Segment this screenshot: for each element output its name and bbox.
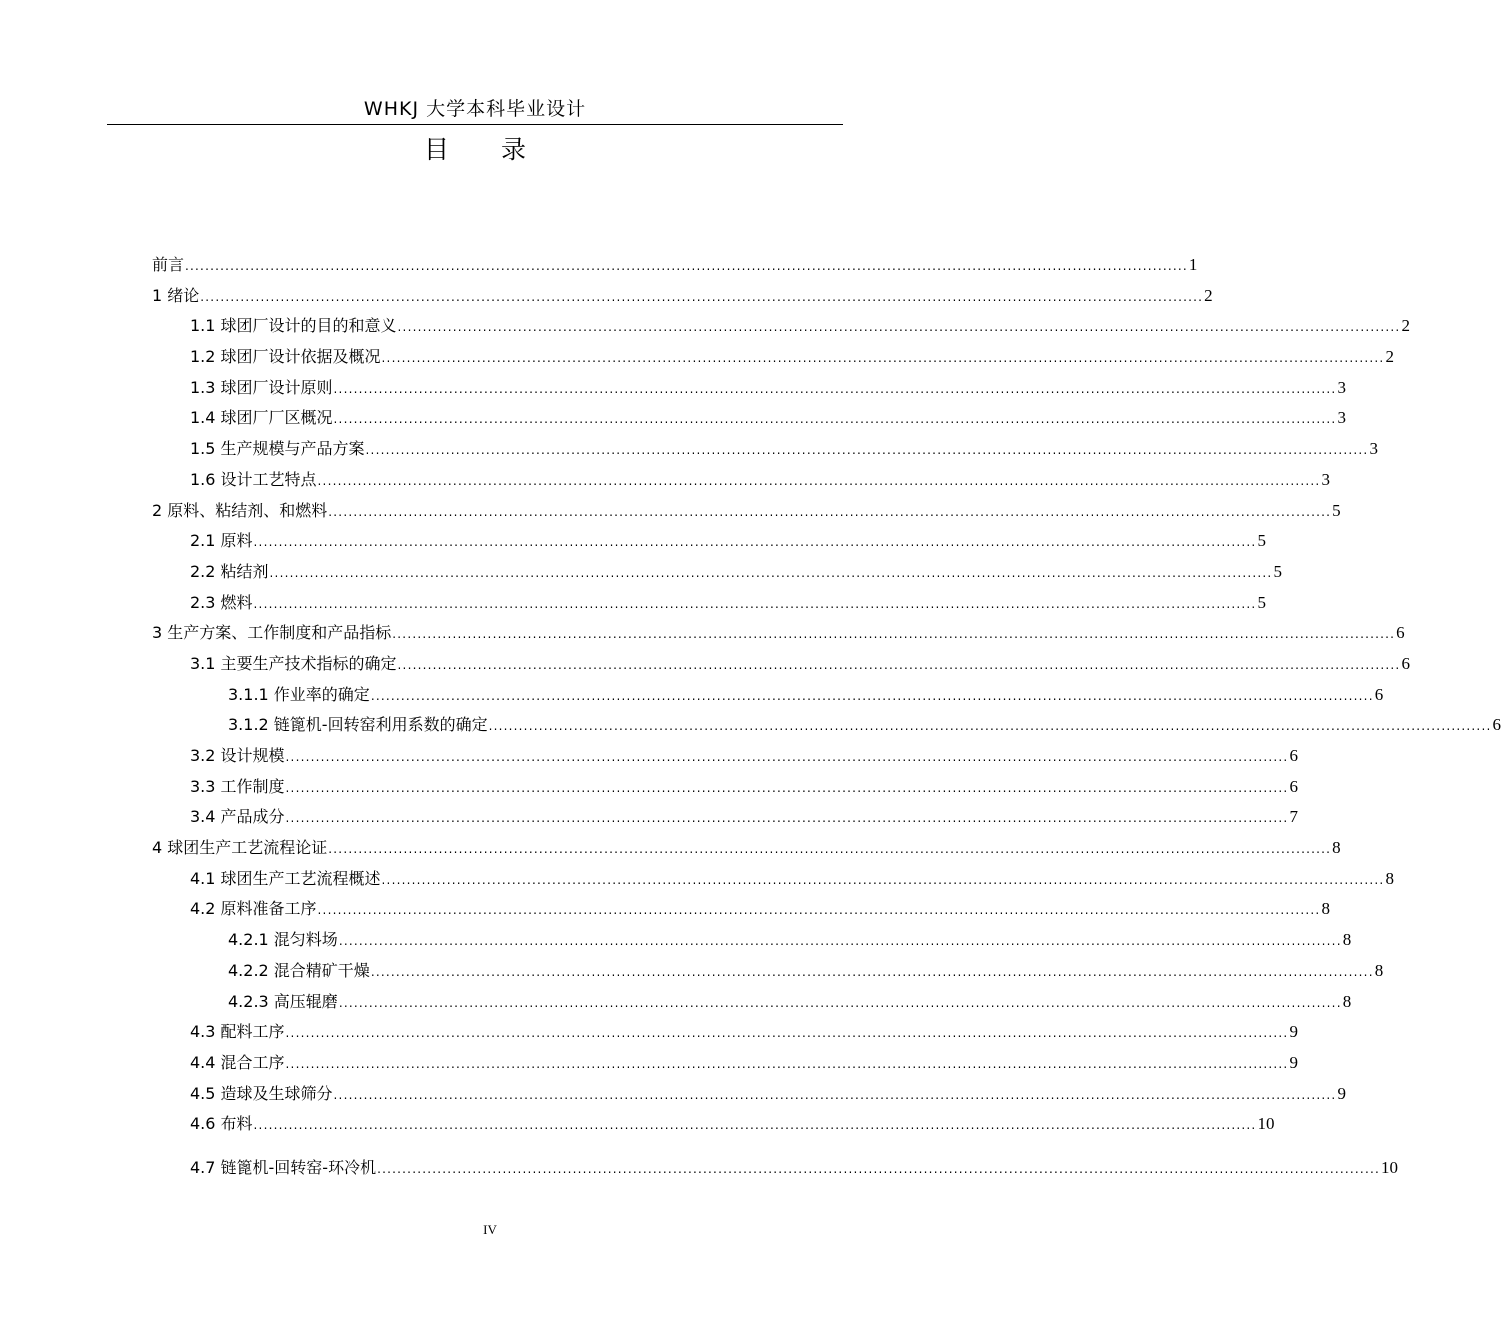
toc-title: 目 录	[424, 135, 548, 164]
dot-leader: ........................................................................................................................................................................................................	[200, 289, 1204, 304]
toc-entry[interactable]	[152, 436, 1378, 467]
dot-leader: ........................................................................................................................................................................................................	[328, 842, 1332, 857]
dot-leader: ........................................................................................................................................................................................................	[285, 750, 1289, 764]
toc-entry-page: 3	[1337, 408, 1346, 428]
toc-entry-page: 6	[1401, 653, 1410, 673]
toc-entry-page: 2	[1385, 347, 1394, 367]
toc-entry-page: 3	[1369, 439, 1378, 459]
dot-leader: ........................................................................................................................................................................................................	[333, 381, 1337, 396]
toc-entry[interactable]	[152, 467, 1330, 498]
toc-entry-label: 2.2 粘结剂	[190, 561, 269, 581]
toc-entry[interactable]	[152, 252, 1198, 283]
dot-leader: ........................................................................................................................................................................................................	[285, 811, 1289, 826]
dot-leader: ........................................................................................................................................................................................................	[328, 504, 1332, 519]
toc-entry-label: 4.5 造球及生球筛分	[190, 1083, 333, 1103]
dot-leader: ........................................................................................................................................................................................................	[333, 412, 1337, 427]
dot-leader: ........................................................................................................................................................................................................	[397, 657, 1401, 672]
toc-entry-page: 8	[1374, 960, 1384, 980]
dot-leader: ........................................................................................................................................................................................................	[370, 688, 1374, 703]
toc-entry-page: 5	[1273, 561, 1282, 581]
toc-entry-label: 1 绪论	[152, 285, 200, 305]
toc-entry[interactable]	[152, 958, 1384, 989]
toc-entry-page: 3	[1321, 469, 1330, 489]
toc-entry[interactable]	[152, 774, 1298, 805]
toc-entry[interactable]	[152, 375, 1346, 406]
toc-entry-label: 2 原料、粘结剂、和燃料	[152, 500, 328, 520]
dot-leader: ........................................................................................................................................................................................................	[365, 443, 1369, 458]
toc-entry-page: 6	[1289, 746, 1298, 765]
toc-entry[interactable]	[152, 1050, 1298, 1081]
toc-entry-page: 2	[1401, 316, 1410, 336]
page-header: WHKJ 大学本科毕业设计	[107, 96, 843, 125]
toc-entry[interactable]	[152, 620, 1405, 651]
toc-entry-page: 3	[1337, 377, 1346, 397]
toc-entry[interactable]	[152, 283, 1213, 314]
dot-leader: ........................................................................................................................................................................................................	[392, 627, 1396, 642]
toc-entry[interactable]	[152, 989, 1352, 1020]
toc-entry-page: 8	[1342, 930, 1352, 950]
toc-entry-label: 4.1 球团生产工艺流程概述	[190, 868, 381, 888]
toc-entry[interactable]	[152, 743, 1298, 774]
table-of-contents	[152, 252, 1501, 1186]
toc-entry-page: 9	[1337, 1083, 1346, 1103]
dot-leader: ........................................................................................................................................................................................................	[185, 259, 1188, 273]
dot-leader: ........................................................................................................................................................................................................	[253, 596, 1257, 611]
dot-leader: ........................................................................................................................................................................................................	[317, 903, 1321, 918]
toc-entry-page: 7	[1289, 807, 1298, 827]
toc-entry-page: 5	[1257, 531, 1266, 551]
toc-entry-label: 2.3 燃料	[190, 592, 253, 612]
dot-leader: ........................................................................................................................................................................................................	[377, 1161, 1380, 1176]
toc-entry[interactable]	[152, 835, 1341, 866]
dot-leader: ........................................................................................................................................................................................................	[285, 1056, 1289, 1071]
toc-entry-label: 4.2.2 混合精矿干燥	[228, 960, 370, 980]
toc-entry-label: 2.1 原料	[190, 531, 253, 551]
toc-entry-label: 3.2 设计规模	[190, 746, 285, 765]
toc-entry[interactable]	[152, 559, 1282, 590]
toc-entry[interactable]	[152, 528, 1266, 559]
toc-entry[interactable]	[152, 896, 1330, 927]
toc-entry-page: 8	[1321, 899, 1330, 919]
page-number: IV	[483, 1222, 497, 1237]
dot-leader: ........................................................................................................................................................................................................	[253, 535, 1257, 550]
toc-entry[interactable]	[152, 405, 1346, 436]
toc-entry[interactable]	[152, 651, 1410, 682]
toc-entry-page: 2	[1204, 285, 1213, 305]
toc-entry[interactable]	[152, 1111, 1275, 1142]
toc-entry-page: 10	[1257, 1114, 1275, 1134]
toc-entry-page: 1	[1188, 255, 1198, 274]
dot-leader: ........................................................................................................................................................................................................	[253, 1118, 1257, 1133]
dot-leader: ........................................................................................................................................................................................................	[338, 934, 1342, 949]
dot-leader: ........................................................................................................................................................................................................	[381, 872, 1385, 887]
toc-entry[interactable]	[152, 804, 1298, 835]
toc-entry-label: 4 球团生产工艺流程论证	[152, 838, 328, 858]
toc-entry-page: 5	[1257, 592, 1266, 612]
toc-entry-page: 6	[1396, 623, 1405, 643]
dot-leader: ........................................................................................................................................................................................................	[397, 320, 1401, 335]
toc-entry[interactable]	[152, 866, 1394, 897]
toc-entry[interactable]	[152, 498, 1341, 529]
toc-entry-page: 8	[1342, 991, 1352, 1011]
toc-entry-label: 3.1.2 链篦机-回转窑利用系数的确定	[228, 715, 488, 735]
toc-entry-label: 1.1 球团厂设计的目的和意义	[190, 316, 397, 336]
toc-entry-label: 前言	[152, 255, 185, 274]
toc-entry-label: 4.6 布料	[190, 1114, 253, 1134]
toc-entry-page: 8	[1385, 868, 1394, 888]
toc-entry-label: 3.3 工作制度	[190, 776, 285, 796]
dot-leader: ........................................................................................................................................................................................................	[317, 473, 1321, 488]
dot-leader: ........................................................................................................................................................................................................	[338, 995, 1342, 1010]
toc-entry[interactable]	[152, 313, 1410, 344]
toc-entry-page: 9	[1289, 1052, 1298, 1072]
toc-entry[interactable]	[152, 712, 1501, 743]
toc-entry[interactable]	[152, 1081, 1346, 1112]
toc-entry-label: 1.6 设计工艺特点	[190, 469, 317, 489]
toc-entry-label: 1.4 球团厂厂区概况	[190, 408, 333, 428]
toc-entry-label: 1.2 球团厂设计依据及概况	[190, 347, 381, 367]
toc-entry-page: 5	[1332, 500, 1341, 520]
toc-entry-label: 4.2.3 高压辊磨	[228, 991, 338, 1011]
dot-leader: ........................................................................................................................................................................................................	[285, 780, 1289, 795]
toc-entry-page: 6	[1289, 776, 1298, 796]
toc-entry-label: 4.4 混合工序	[190, 1052, 285, 1072]
toc-entry-label: 1.3 球团厂设计原则	[190, 377, 333, 397]
dot-leader: ........................................................................................................................................................................................................	[333, 1087, 1337, 1102]
dot-leader: ........................................................................................................................................................................................................	[269, 565, 1273, 580]
toc-entry-label: 4.7 链篦机-回转窑-环冷机	[190, 1157, 377, 1177]
toc-entry-page: 8	[1332, 838, 1341, 858]
dot-leader: ........................................................................................................................................................................................................	[381, 351, 1385, 366]
dot-leader: ........................................................................................................................................................................................................	[285, 1026, 1289, 1041]
toc-entry[interactable]	[152, 590, 1266, 621]
toc-entry[interactable]	[152, 344, 1394, 375]
toc-entry-label: 3 生产方案、工作制度和产品指标	[152, 623, 392, 643]
dot-leader: ........................................................................................................................................................................................................	[488, 719, 1492, 734]
toc-entry-label: 3.1 主要生产技术指标的确定	[190, 653, 397, 673]
dot-leader: ........................................................................................................................................................................................................	[370, 964, 1374, 979]
toc-entry-label: 3.4 产品成分	[190, 807, 285, 827]
toc-entry[interactable]	[152, 927, 1352, 958]
toc-entry-page: 10	[1380, 1157, 1398, 1177]
toc-entry-label: 3.1.1 作业率的确定	[228, 684, 370, 704]
toc-entry-page: 6	[1374, 684, 1384, 704]
toc-entry-label: 4.2.1 混匀料场	[228, 930, 338, 950]
toc-entry-page: 6	[1492, 715, 1501, 735]
toc-entry-page: 9	[1289, 1022, 1298, 1042]
toc-entry-label: 1.5 生产规模与产品方案	[190, 439, 365, 459]
toc-entry[interactable]	[152, 1019, 1298, 1050]
toc-entry-label: 4.3 配料工序	[190, 1022, 285, 1042]
toc-entry[interactable]	[152, 1155, 1398, 1186]
toc-entry-label: 4.2 原料准备工序	[190, 899, 317, 919]
toc-entry[interactable]	[152, 682, 1384, 713]
